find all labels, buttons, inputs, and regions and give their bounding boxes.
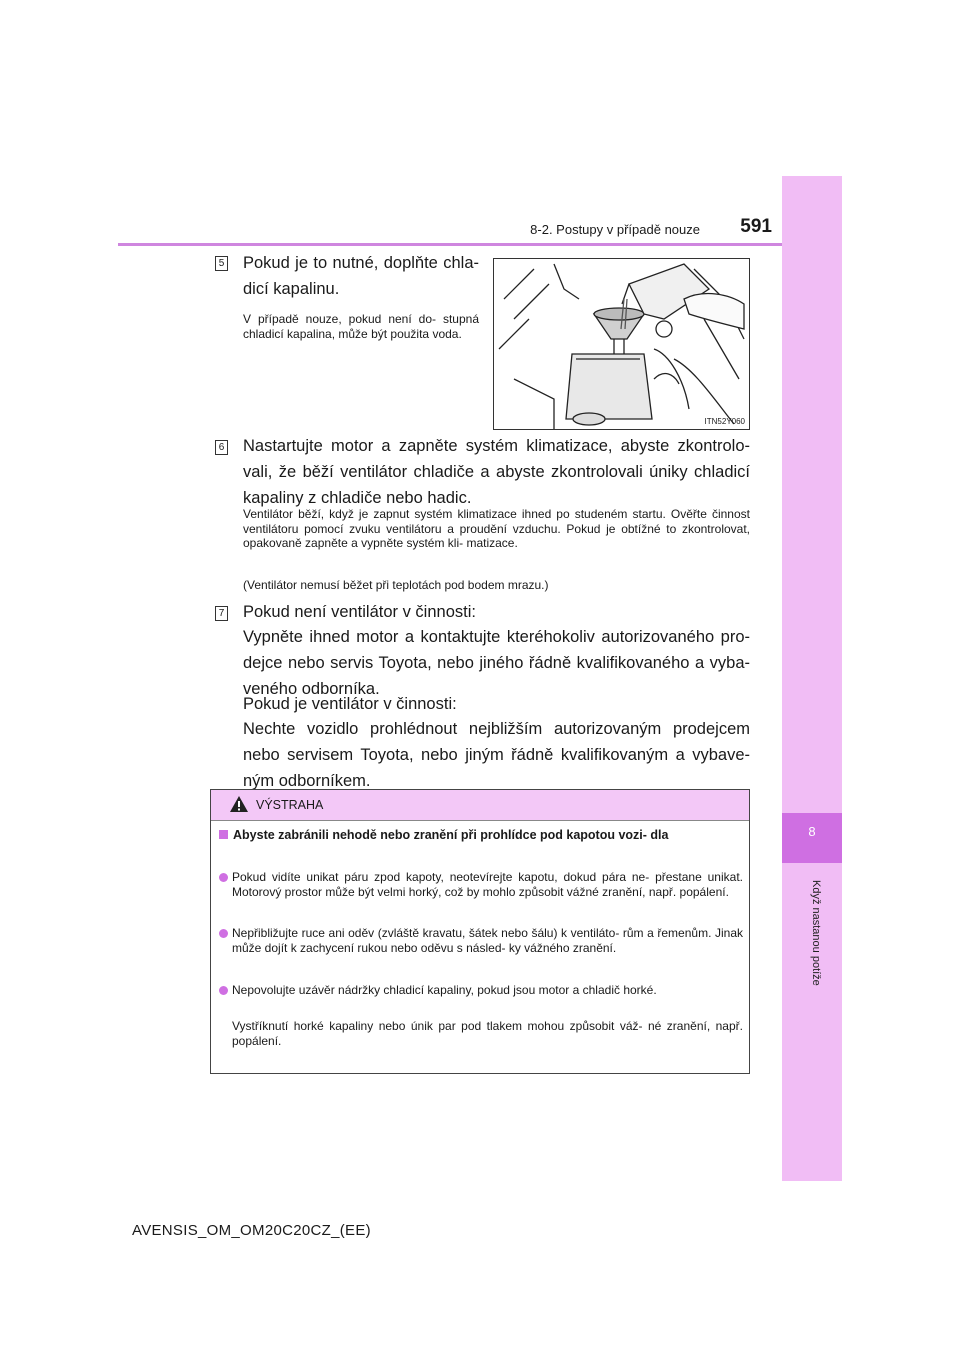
warning-item-2: Nepřibližujte ruce ani oděv (zvláště kravatu, šátek nebo šálu) k ventiláto- rům a řemenům. Jinak může dojít k zachycení rukou nebo oděvu s násled- ky vážného zranění. xyxy=(219,926,743,955)
step-6-note-extra: (Ventilátor nemusí běžet při teplotách pod bodem mrazu.) xyxy=(243,578,549,592)
warning-box xyxy=(210,789,750,1074)
warning-triangle-icon xyxy=(229,795,249,813)
step-7-case2-text: Nechte vozidlo prohlédnout nejbližším autorizovaným prodejcem nebo servisem Toyota, nebo jiným řádně kvalifikovaným a vybave- ným odborníkem. xyxy=(243,720,750,790)
step-7-case2-title: Pokud je ventilátor v činnosti: xyxy=(243,695,457,713)
warning-item-3: Nepovolujte uzávěr nádržky chladicí kapaliny, pokud jsou motor a chladič horké. xyxy=(219,983,743,998)
coolant-refill-icon xyxy=(494,259,749,429)
square-bullet-icon xyxy=(219,830,228,839)
step-marker-6: 6 xyxy=(215,440,228,455)
footer-code: AVENSIS_OM_OM20C20CZ_(EE) xyxy=(132,1222,371,1239)
header-section-title: 8-2. Postupy v případě nouze xyxy=(530,222,700,237)
warning-title: VÝSTRAHA xyxy=(256,798,324,812)
step-5-note: V případě nouze, pokud není do- stupná chladicí kapalina, může být použita voda. xyxy=(243,312,479,341)
illustration-code: ITN52Y060 xyxy=(704,417,745,426)
step-marker-5: 5 xyxy=(215,256,228,271)
step-marker-7: 7 xyxy=(215,606,228,621)
chapter-title: Když nastanou potíže xyxy=(810,880,822,986)
header-rule xyxy=(118,243,782,246)
round-bullet-icon xyxy=(219,986,228,995)
step-6-note: Ventilátor běží, když je zapnut systém klimatizace ihned po studeném startu. Ověřte činnost ventilátoru pomocí zvuku ventilátoru a proudění vzduchu. Pokud je obtížné to zkontrolovat, opakovaně zapněte a vypněte systém kli- matizace. xyxy=(243,507,750,550)
round-bullet-icon xyxy=(219,873,228,882)
warning-item-3-extra: Vystříknutí horké kapaliny nebo únik par pod tlakem mohou způsobit váž- né zranění, např. popálení. xyxy=(232,1019,743,1048)
warning-item-1: Pokud vidíte unikat páru zpod kapoty, neotevírejte kapotu, dokud pára ne- přestane unikat. Motorový prostor může být velmi horký, což by mohlo způsobit vážné zranění, např. popálení. xyxy=(219,870,743,899)
step-7-case1-title: Pokud není ventilátor v činnosti: xyxy=(243,603,476,621)
page-number: 591 xyxy=(740,216,772,237)
coolant-refill-illustration xyxy=(493,258,750,430)
step-5-text: Pokud je to nutné, doplňte chla- dicí kapalinu. xyxy=(243,254,479,298)
warning-header xyxy=(211,790,749,821)
round-bullet-icon xyxy=(219,929,228,938)
chapter-number: 8 xyxy=(808,824,816,839)
step-7-case1-text: Vypněte ihned motor a kontaktujte kteréhokoliv autorizovaného pro- dejce nebo servis Toyota, nebo jiného řádně kvalifikovaného a vyba- veného odborníka. xyxy=(243,628,750,698)
warning-heading: Abyste zabránili nehodě nebo zranění při prohlídce pod kapotou vozi- dla xyxy=(219,828,743,843)
step-6-text: Nastartujte motor a zapněte systém klimatizace, abyste zkontrolo- vali, že běží ventilátor chladiče a abyste zkontrolovali úniky chladicí kapaliny z chladiče nebo hadic. xyxy=(243,437,750,507)
